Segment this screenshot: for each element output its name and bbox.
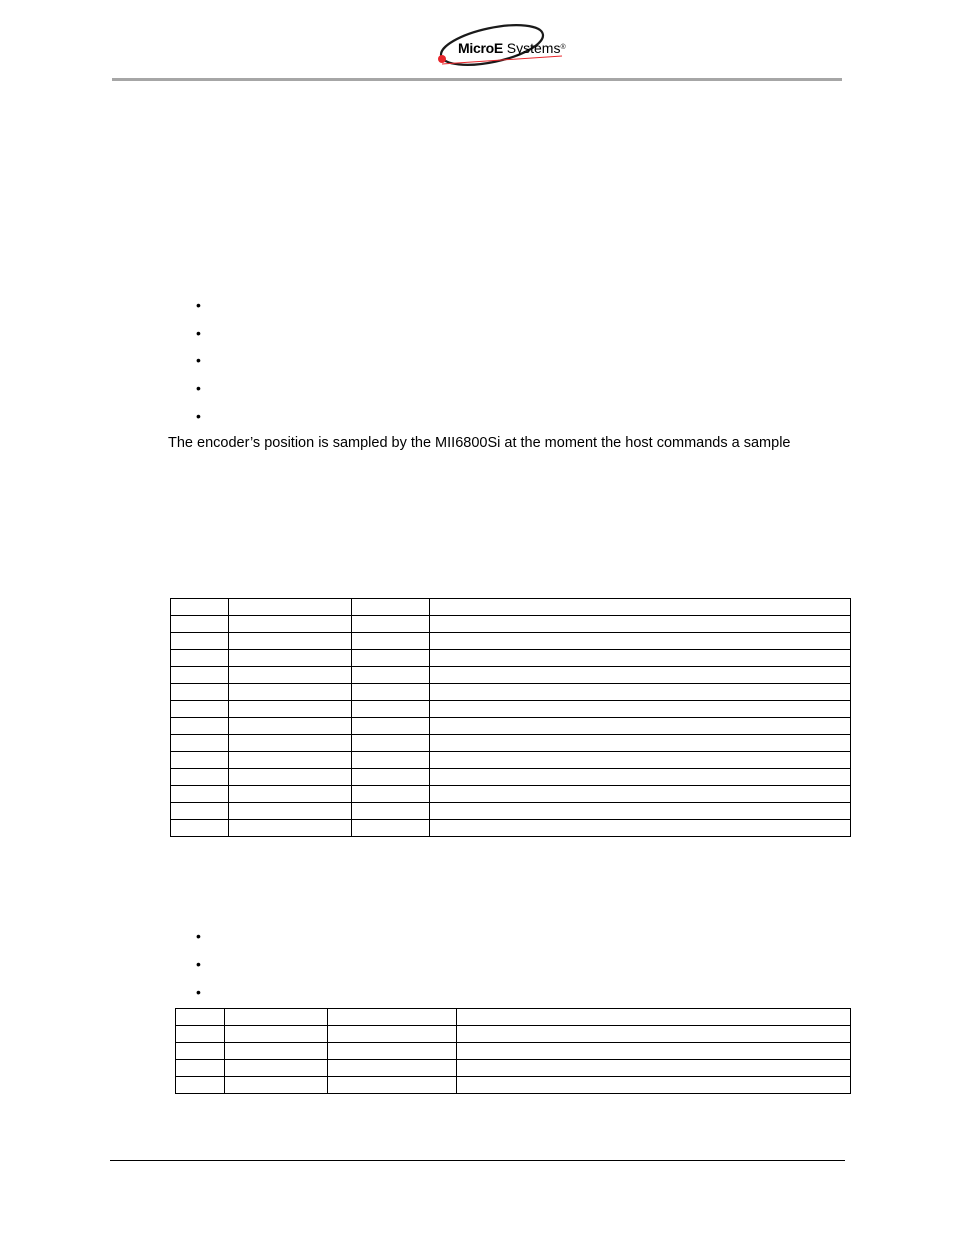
table-cell [229,769,352,786]
table-cell [430,803,851,820]
table-cell [229,786,352,803]
table-cell [328,1009,457,1026]
table-cell [225,1009,328,1026]
table-cell [430,718,851,735]
table-cell [225,1077,328,1094]
table-cell [430,599,851,616]
table-cell [430,786,851,803]
table-cell [457,1077,851,1094]
table-row [171,667,851,684]
table-cell [430,616,851,633]
table-cell [229,616,352,633]
table-cell [171,769,229,786]
table-row [171,684,851,701]
table-cell [225,1043,328,1060]
table-row [176,1043,851,1060]
table-cell [171,718,229,735]
data-table-1 [170,598,851,837]
table-cell [171,633,229,650]
table-cell [171,616,229,633]
bullet-marker: • [196,352,201,368]
table-row [171,803,851,820]
bullet-marker: • [196,380,201,396]
table-cell [352,718,430,735]
table-cell [171,684,229,701]
table-cell [352,616,430,633]
data-table-2 [175,1008,851,1094]
table-cell [229,718,352,735]
table-cell [328,1060,457,1077]
table-cell [457,1026,851,1043]
table-cell [171,650,229,667]
table-cell [430,735,851,752]
table-cell [328,1026,457,1043]
table-cell [352,633,430,650]
table-row [171,718,851,735]
table-cell [229,820,352,837]
table-cell [352,735,430,752]
table-row [171,752,851,769]
logo-brand-text: MicroE [458,40,503,56]
table-row [176,1077,851,1094]
table-cell [352,803,430,820]
table-cell [430,769,851,786]
table-cell [229,735,352,752]
table-cell [430,650,851,667]
table-row [171,820,851,837]
table-cell [229,684,352,701]
table-cell [352,650,430,667]
table-cell [176,1026,225,1043]
table-cell [430,667,851,684]
table-cell [171,752,229,769]
table-row [171,633,851,650]
table-cell [229,650,352,667]
table-cell [229,701,352,718]
bullet-marker: • [196,956,201,972]
table-cell [171,786,229,803]
table-cell [171,803,229,820]
table-cell [352,684,430,701]
table-cell [176,1009,225,1026]
table-cell [352,701,430,718]
table-cell [171,820,229,837]
table-row [171,650,851,667]
bullet-marker: • [196,325,201,341]
table-row [171,786,851,803]
table-cell [352,599,430,616]
table-cell [176,1043,225,1060]
table-cell [352,786,430,803]
table-cell [352,769,430,786]
table-cell [225,1026,328,1043]
table-cell [457,1043,851,1060]
table-row [171,701,851,718]
table-row [171,616,851,633]
table-row [171,599,851,616]
table-cell [430,684,851,701]
table-cell [229,667,352,684]
logo-word-text: Systems [506,40,561,56]
bullet-marker: • [196,297,201,313]
table-cell [171,667,229,684]
body-paragraph: The encoder’s position is sampled by the MII6800Si at the moment the host commands a sample [168,435,791,451]
table-cell [430,633,851,650]
table-cell [430,701,851,718]
table-cell [457,1009,851,1026]
table-row [176,1060,851,1077]
table-row [171,769,851,786]
table-cell [171,735,229,752]
table-cell [352,667,430,684]
logo-wordmark [458,40,566,56]
table-cell [225,1060,328,1077]
table-cell [171,599,229,616]
table-cell [176,1077,225,1094]
table-cell [328,1077,457,1094]
footer-rule [110,1160,845,1161]
table-row [176,1026,851,1043]
table-cell [328,1043,457,1060]
table-cell [352,820,430,837]
bullet-marker: • [196,928,201,944]
table-cell [229,803,352,820]
table-cell [430,752,851,769]
table-cell [352,752,430,769]
table-cell [229,599,352,616]
header-rule [112,78,842,81]
table-row [171,735,851,752]
bullet-marker: • [196,984,201,1000]
table-row [176,1009,851,1026]
table-cell [457,1060,851,1077]
table-cell [176,1060,225,1077]
table-cell [430,820,851,837]
bullet-marker: • [196,408,201,424]
registered-mark: ® [560,44,566,51]
table-cell [229,752,352,769]
microe-systems-logo [434,20,574,72]
table-cell [229,633,352,650]
table-cell [171,701,229,718]
